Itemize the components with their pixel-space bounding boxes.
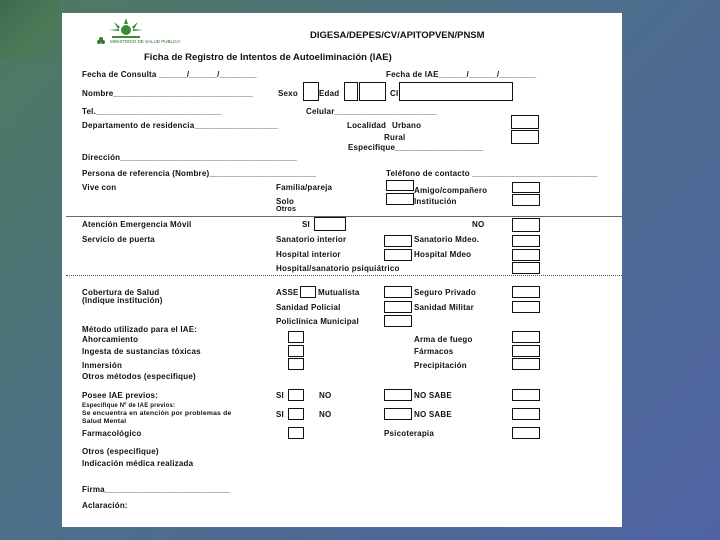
arma-box[interactable] [512,331,540,343]
salud-no-box[interactable] [384,408,412,420]
separator-2 [66,275,622,276]
atencion-si-box[interactable] [314,217,346,231]
rural-box[interactable] [511,130,539,144]
sanatorio-interior-box[interactable] [384,235,412,247]
sanidad-militar-box[interactable] [512,301,540,313]
ci-label: CI [390,89,399,98]
hospital-mdeo-label: Hospital Mdeo [414,250,472,259]
firma-field[interactable]: Firma___________________________ [82,485,231,494]
precipitacion-label: Precipitación [414,361,467,370]
atencion-label: Atención Emergencia Móvil [82,220,192,229]
background-corner [0,0,60,60]
urbano-box[interactable] [511,115,539,129]
nombre-field[interactable]: Nombre______________________________ [82,89,253,98]
fecha-consulta-field[interactable]: Fecha de Consulta ______/______/________ [82,70,257,79]
localidad-label: Localidad [347,121,387,130]
hospital-mdeo-box[interactable] [512,249,540,261]
ahorcamiento-label: Ahorcamiento [82,335,139,344]
aclaracion-field[interactable]: Aclaración: [82,501,128,510]
especifique-field[interactable]: Especifique___________________ [348,143,484,152]
solo-label: Solo [276,197,295,206]
familia-box[interactable] [386,180,414,191]
servicio-label: Servicio de puerta [82,235,155,244]
telefono-contacto-field[interactable]: Teléfono de contacto ___________________________ [386,169,598,178]
ci-box[interactable] [399,82,513,101]
hospital-interior-label: Hospital interior [276,250,341,259]
sanatorio-interior-label: Sanatorio interior [276,235,347,244]
asse-label: ASSE [276,288,299,297]
farmacologico-box[interactable] [288,427,304,439]
previos-si-box[interactable] [288,389,304,401]
inmersion-label: Inmersión [82,361,123,370]
institucion-label: Institución [414,197,457,206]
salud-si-box[interactable] [288,408,304,420]
institucion-box[interactable] [512,194,540,206]
previos-si-label: SI [276,391,284,400]
atencion-si-label: SI [302,220,310,229]
persona-referencia-field[interactable]: Persona de referencia (Nombre)_______________________ [82,169,317,178]
seguro-label: Seguro Privado [414,288,476,297]
indicacion-field[interactable]: Indicación médica realizada [82,459,194,468]
clover-icon [96,36,106,46]
sanidad-policial-box[interactable] [384,301,412,313]
sanatorio-mdeo-label: Sanatorio Mdeo. [414,235,480,244]
metodo-label: Método utilizado para el IAE: [82,325,198,334]
rural-label: Rural [384,133,406,142]
atencion-no-box[interactable] [512,218,540,232]
fecha-iae-field[interactable]: Fecha de IAE______/______/________ [386,70,537,79]
familia-label: Familia/pareja [276,183,333,192]
sexo-label: Sexo [278,89,298,98]
psiquiatrico-box[interactable] [512,262,540,274]
celular-field[interactable]: Celular______________________ [306,107,437,116]
previos-no-label: NO [319,391,332,400]
departamento-field[interactable]: Departamento de residencia__________________ [82,121,279,130]
ahorcamiento-box[interactable] [288,331,304,343]
previos-nosabe-box[interactable] [512,389,540,401]
seguro-box[interactable] [512,286,540,298]
amigo-box[interactable] [512,182,540,193]
salud-nosabe-box[interactable] [512,408,540,420]
form-title: Ficha de Registro de Intentos de Autoeliminación (IAE) [144,52,392,63]
sexo-box[interactable] [303,82,319,101]
form-page [62,13,622,527]
policlinica-label: Policlínica Municipal [276,317,359,326]
previos-especifique-field[interactable]: Especifique Nº de IAE previos: [82,403,176,409]
mutualista-label: Mutualista [318,288,360,297]
amigo-label: Amigo/compañero [414,186,488,195]
arma-label: Arma de fuego [414,335,473,344]
psicoterapia-box[interactable] [512,427,540,439]
edad-box-2[interactable] [359,82,386,101]
psiquiatrico-label: Hospital/sanatorio psiquiátrico [276,264,400,273]
previos-nosabe-label: NO SABE [414,391,452,400]
salud-si-label: SI [276,410,284,419]
previos-no-box[interactable] [384,389,412,401]
farmacologico-label: Farmacológico [82,429,142,438]
tel-field[interactable]: Tel.___________________________ [82,107,222,116]
previos-label: Posee IAE previos: [82,391,159,400]
farmacos-box[interactable] [512,345,540,357]
cobertura-label: Cobertura de Salud [82,288,160,297]
cobertura-sublabel: (Indique institución) [82,296,163,305]
ingesta-label: Ingesta de sustancias tóxicas [82,347,201,356]
edad-box-1[interactable] [344,82,358,101]
form-code: DIGESA/DEPES/CV/APITOPVEN/PNSM [310,30,485,41]
hospital-interior-box[interactable] [384,249,412,261]
inmersion-box[interactable] [288,358,304,370]
direccion-field[interactable]: Dirección______________________________________ [82,153,297,162]
farmacos-label: Fármacos [414,347,454,356]
asse-box[interactable] [300,286,316,298]
vive-con-label: Vive con [82,183,117,192]
edad-label: Edad [319,89,340,98]
ingesta-box[interactable] [288,345,304,357]
policlinica-box[interactable] [384,315,412,327]
otros-vive-label: Otros [276,204,297,213]
precipitacion-box[interactable] [512,358,540,370]
logo-text: MINISTERIO DE SALUD PÚBLICA [110,39,181,44]
atencion-no-label: NO [472,220,485,229]
mutualista-box[interactable] [384,286,412,298]
urbano-label: Urbano [392,121,422,130]
salud-nosabe-label: NO SABE [414,410,452,419]
salud-mental-label: Se encuentra en atención por problemas de [82,410,232,417]
sanidad-militar-label: Sanidad Militar [414,303,474,312]
otros-metodos-field[interactable]: Otros métodos (especifique) [82,372,196,381]
sanatorio-mdeo-box[interactable] [512,235,540,247]
sanidad-policial-label: Sanidad Policial [276,303,341,312]
otros-especifique-field[interactable]: Otros (especifique) [82,447,159,456]
salud-no-label: NO [319,410,332,419]
psicoterapia-label: Psicoterapia [384,429,434,438]
salud-mental-label-2: Salud Mental [82,418,127,425]
solo-box[interactable] [386,193,414,205]
